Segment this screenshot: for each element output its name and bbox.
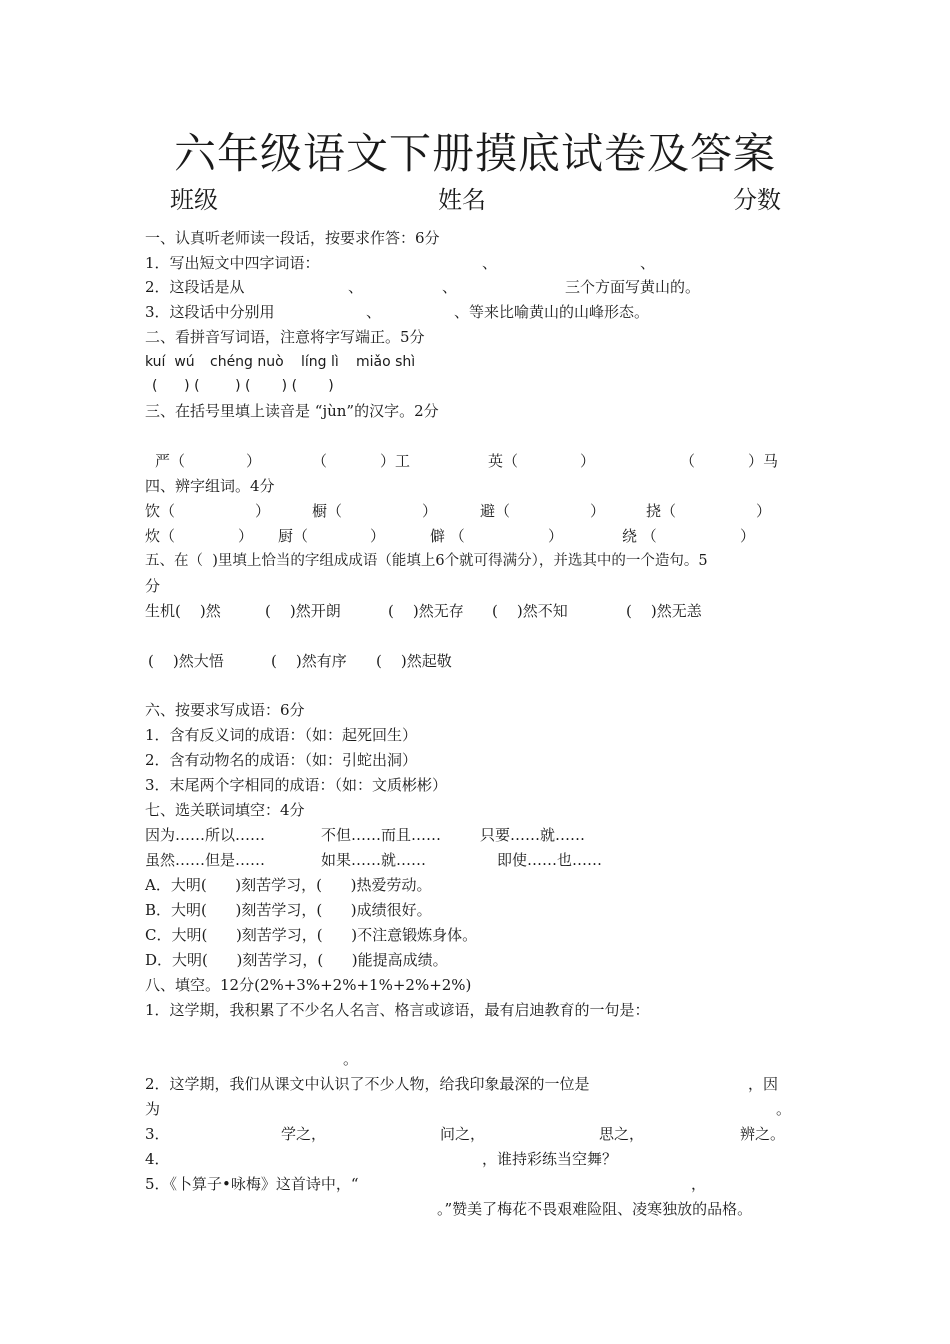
s8-q3: 问之， xyxy=(440,1125,486,1143)
s1-q1: 1．写出短文中四字词语： xyxy=(145,254,320,272)
page-title: 六年级语文下册摸底试卷及答案 xyxy=(173,129,776,178)
s8-q1-end: 。 xyxy=(343,1050,359,1068)
s8-q4: 4． xyxy=(145,1150,170,1168)
s7-d: D．大明( )刻苦学习，( )能提高成绩。 xyxy=(145,951,448,969)
name-label: 姓名 xyxy=(438,186,486,214)
s4-item: ） xyxy=(590,502,606,520)
s8-q5-end: 。”赞美了梅花不畏艰难险阻、凌寒独放的品格。 xyxy=(437,1200,753,1218)
s4-item: ） xyxy=(422,502,438,520)
s7-a: A．大明( )刻苦学习，( )热爱劳动。 xyxy=(145,876,432,894)
s1-q2-sep1: 、 xyxy=(348,278,364,296)
s8-q2-because: ，因 xyxy=(748,1075,779,1093)
s6-q2: 2．含有动物名的成语：（如：引蛇出洞） xyxy=(145,751,418,769)
s8-q4-text: ，谁持彩练当空舞？ xyxy=(482,1150,618,1168)
s8-q5: 5．《卜算子•咏梅》这首诗中，“ xyxy=(145,1175,359,1193)
score-label: 分数 xyxy=(733,186,781,214)
s4-item: 避（ xyxy=(480,502,511,520)
s1-q3-end: 、等来比喻黄山的山峰形态。 xyxy=(454,303,650,321)
s1-q2: 2．这段话是从 xyxy=(145,278,245,296)
s4-item: ） xyxy=(255,502,271,520)
s4-item: ） xyxy=(740,527,756,545)
s5-idiom: ( )然无存 xyxy=(388,602,464,620)
s8-q3: 思之， xyxy=(599,1125,645,1143)
s4-item: 炊（ xyxy=(145,527,176,545)
s1-q3: 3．这段话中分别用 xyxy=(145,303,275,321)
s4-item: 挠（ xyxy=(646,502,677,520)
pinyin-3: líng lì xyxy=(301,354,339,370)
s5-idiom: ( )然开朗 xyxy=(265,602,341,620)
s7-word: 即使……也…… xyxy=(497,851,603,869)
s5-idiom: ( )然有序 xyxy=(271,652,347,670)
s1-q2-sep2: 、 xyxy=(442,278,458,296)
section-5-heading: 五、在（ )里填上恰当的字组成成语（能填上6个就可得满分），并选其中的一个造句。5 xyxy=(145,553,708,569)
s8-q3: 学之， xyxy=(281,1125,327,1143)
s4-item: 绕 （ xyxy=(622,527,657,545)
section-5-heading-cont: 分 xyxy=(145,577,161,595)
s4-item: 饮（ xyxy=(145,502,176,520)
s7-word: 虽然……但是…… xyxy=(145,851,266,869)
s7-b: B．大明( )刻苦学习，( )成绩很好。 xyxy=(145,901,432,919)
s3-item: ）工 xyxy=(380,452,411,470)
s3-item: （ xyxy=(680,452,696,470)
section-6-heading: 六、按要求写成语：6分 xyxy=(145,701,305,719)
s7-word: 只要……就…… xyxy=(480,826,586,844)
s5-idiom: ( )然不知 xyxy=(492,602,568,620)
s3-item: ） xyxy=(246,452,262,470)
s8-q2-cont: 为 xyxy=(145,1100,161,1118)
pinyin-4: miǎo shì xyxy=(356,354,416,370)
section-7-heading: 七、选关联词填空：4分 xyxy=(145,801,305,819)
section-8-heading: 八、填空。12分(2%+3%+2%+1%+2%+2%) xyxy=(145,976,472,994)
s3-item: （ xyxy=(312,452,328,470)
s4-item: 橱（ xyxy=(312,502,343,520)
pinyin-1: kuí wú xyxy=(145,354,195,370)
s4-item: 僻 （ xyxy=(430,527,465,545)
s8-q2: 2．这学期，我们从课文中认识了不少人物，给我印象最深的一位是 xyxy=(145,1075,590,1093)
pinyin-2: chéng nuò xyxy=(210,354,284,370)
s4-item: ） xyxy=(370,527,386,545)
section-2-heading: 二、看拼音写词语，注意将字写端正。5分 xyxy=(145,328,425,346)
s4-item: 厨（ xyxy=(278,527,309,545)
s5-idiom: ( )然无恙 xyxy=(626,602,702,620)
s1-q1-sep1: 、 xyxy=(482,254,498,272)
section-3-heading: 三、在括号里填上读音是 “jùn”的汉字。2分 xyxy=(145,402,439,420)
class-label: 班级 xyxy=(170,186,218,214)
s8-q1: 1．这学期，我积累了不少名人名言、格言或谚语，最有启迪教育的一句是： xyxy=(145,1001,650,1019)
s4-item: ） xyxy=(238,527,254,545)
s4-item: ） xyxy=(756,502,772,520)
s7-word: 如果……就…… xyxy=(321,851,427,869)
s8-q3: 3． xyxy=(145,1125,170,1143)
section-4-heading: 四、辨字组词。4分 xyxy=(145,477,275,495)
s7-c: C．大明( )刻苦学习，( )不注意锻炼身体。 xyxy=(145,926,478,944)
s8-q2-end: 。 xyxy=(776,1100,792,1118)
s7-word: 不但……而且…… xyxy=(321,826,442,844)
s5-idiom: ( )然大悟 xyxy=(148,652,224,670)
s3-item: 严（ xyxy=(155,452,186,470)
s5-idiom: 生机( )然 xyxy=(145,602,221,620)
s6-q3: 3．末尾两个字相同的成语：（如：文质彬彬） xyxy=(145,776,448,794)
s7-word: 因为……所以…… xyxy=(145,826,266,844)
s3-item: ） xyxy=(580,452,596,470)
s8-q3: 辨之。 xyxy=(740,1125,786,1143)
s6-q1: 1．含有反义词的成语：（如：起死回生） xyxy=(145,726,418,744)
s3-item: 英（ xyxy=(488,452,519,470)
s1-q2-end: 三个方面写黄山的。 xyxy=(565,278,701,296)
s1-q3-sep1: 、 xyxy=(366,303,382,321)
section-1-heading: 一、认真听老师读一段话，按要求作答：6分 xyxy=(145,229,440,247)
s4-item: ） xyxy=(548,527,564,545)
s5-idiom: ( )然起敬 xyxy=(376,652,452,670)
s8-q5-comma: ， xyxy=(691,1175,707,1193)
s1-q1-sep2: 、 xyxy=(640,254,656,272)
s3-item: ）马 xyxy=(748,452,779,470)
pinyin-answer-boxes: ( ) ( ) ( ) ( ) xyxy=(152,378,334,394)
